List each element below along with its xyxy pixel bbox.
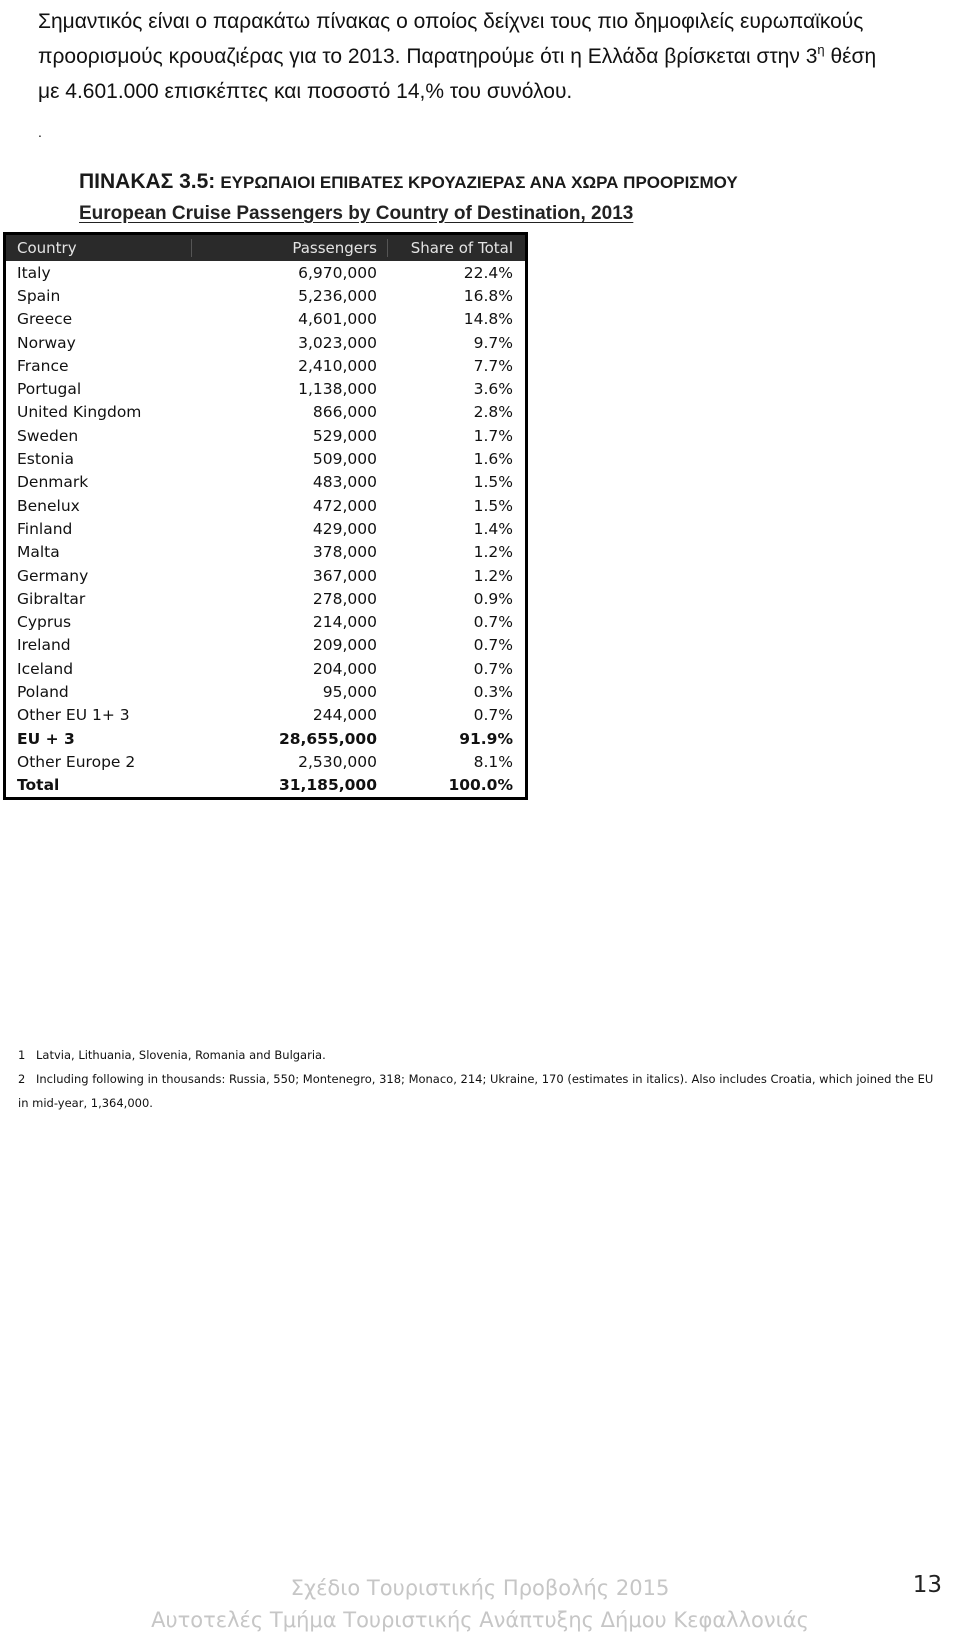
cell-share: 0.7% xyxy=(473,613,513,632)
cell-passengers: 866,000 xyxy=(312,403,377,422)
cell-passengers: 31,185,000 xyxy=(278,776,377,795)
intro-line-3: με 4.601.000 επισκέπτες και ποσοστό 14,% του συνόλου. xyxy=(38,80,573,103)
footnotes xyxy=(18,1043,943,1115)
table-header-row xyxy=(6,235,525,261)
cell-passengers: 509,000 xyxy=(312,450,377,469)
cell-passengers: 529,000 xyxy=(312,426,377,445)
cell-passengers: 378,000 xyxy=(312,543,377,562)
table-row xyxy=(6,727,525,750)
intro-line-2-text: προορισμούς κρουαζιέρας για το 2013. Παρατηρούμε ότι η Ελλάδα βρίσκεται στην 3 xyxy=(38,45,818,68)
cell-share: 14.8% xyxy=(463,310,513,329)
table-title xyxy=(79,170,738,194)
cell-passengers: 1,138,000 xyxy=(298,380,377,399)
header-share: Share of Total xyxy=(387,239,525,257)
cell-country: Germany xyxy=(17,566,89,585)
cell-share: 0.3% xyxy=(473,682,513,701)
page-footer xyxy=(0,1572,960,1636)
table-row xyxy=(6,401,525,424)
cell-passengers: 483,000 xyxy=(312,473,377,492)
cell-share: 91.9% xyxy=(459,729,513,748)
page-number: 13 xyxy=(912,1572,942,1598)
cell-passengers: 2,410,000 xyxy=(298,356,377,375)
footnote-1 xyxy=(18,1043,943,1067)
cell-share: 0.7% xyxy=(473,659,513,678)
table-row xyxy=(6,564,525,587)
cell-share: 1.6% xyxy=(473,450,513,469)
cell-country: Finland xyxy=(17,519,73,538)
cell-country: Total xyxy=(17,776,60,795)
intro-line-1: Σημαντικός είναι ο παρακάτω πίνακας ο οποίος δείχνει τους πιο δημοφιλείς ευρωπαϊκούς xyxy=(38,10,864,33)
cell-country: Malta xyxy=(17,543,60,562)
cell-country: Cyprus xyxy=(17,613,72,632)
table-row xyxy=(6,657,525,680)
cell-country: Norway xyxy=(17,333,76,352)
cell-passengers: 5,236,000 xyxy=(298,286,377,305)
stray-dot: . xyxy=(38,124,42,140)
footnote-number: 2 xyxy=(18,1072,26,1086)
intro-line-2-end: θέση xyxy=(824,45,877,68)
cell-share: 1.5% xyxy=(473,496,513,515)
cell-share: 16.8% xyxy=(463,286,513,305)
table-row xyxy=(6,471,525,494)
cell-country: Iceland xyxy=(17,659,74,678)
table-row xyxy=(6,261,525,284)
cell-share: 7.7% xyxy=(473,356,513,375)
cell-share: 1.2% xyxy=(473,543,513,562)
footer-line-1: Σχέδιο Τουριστικής Προβολής 2015 xyxy=(290,1576,670,1600)
cell-country: Estonia xyxy=(17,450,75,469)
cell-country: Portugal xyxy=(17,380,82,399)
table-row xyxy=(6,680,525,703)
cell-country: Poland xyxy=(17,682,69,701)
cell-passengers: 95,000 xyxy=(322,682,377,701)
table-row xyxy=(6,750,525,773)
footnote-text: Latvia, Lithuania, Slovenia, Romania and Bulgaria. xyxy=(36,1048,326,1062)
cell-share: 9.7% xyxy=(473,333,513,352)
cell-share: 100.0% xyxy=(448,776,513,795)
cell-passengers: 472,000 xyxy=(312,496,377,515)
table-title-greek: ΕΥΡΩΠΑΙΟΙ ΕΠΙΒΑΤΕΣ ΚΡΟΥΑΖΙΕΡΑΣ ΑΝΑ ΧΩΡΑ ΠΡΟΟΡΙΣΜΟΥ xyxy=(220,173,738,192)
footnote-text: Including following in thousands: Russia, 550; Montenegro, 318; Monaco, 214; Ukraine, 170 (estimates in italics). Also includes Croatia, which joined the EU in mid-year, 1,364,000. xyxy=(18,1072,934,1110)
cell-country: Other EU 1+ 3 xyxy=(17,706,130,725)
header-country: Country xyxy=(17,239,77,257)
cell-passengers: 204,000 xyxy=(312,659,377,678)
cell-passengers: 367,000 xyxy=(312,566,377,585)
cell-share: 8.1% xyxy=(473,752,513,771)
table-row xyxy=(6,610,525,633)
table-row xyxy=(6,331,525,354)
cell-share: 1.7% xyxy=(473,426,513,445)
cell-country: Greece xyxy=(17,310,73,329)
cell-passengers: 278,000 xyxy=(312,589,377,608)
cell-country: Ireland xyxy=(17,636,71,655)
footnote-2 xyxy=(18,1067,943,1115)
table-title-label: ΠΙΝΑΚΑΣ 3.5: xyxy=(79,170,216,193)
table-row xyxy=(6,517,525,540)
cell-share: 22.4% xyxy=(463,263,513,282)
table-row xyxy=(6,494,525,517)
table-row xyxy=(6,354,525,377)
cell-country: United Kingdom xyxy=(17,403,142,422)
cell-share: 0.7% xyxy=(473,706,513,725)
cell-country: Italy xyxy=(17,263,51,282)
cell-country: EU + 3 xyxy=(17,729,75,748)
table-body xyxy=(6,261,525,797)
cell-country: Denmark xyxy=(17,473,89,492)
cell-passengers: 209,000 xyxy=(312,636,377,655)
table-subtitle: European Cruise Passengers by Country of Destination, 2013 xyxy=(79,203,634,224)
cell-share: 2.8% xyxy=(473,403,513,422)
header-passengers: Passengers xyxy=(191,239,387,257)
cell-passengers: 429,000 xyxy=(312,519,377,538)
cell-country: Spain xyxy=(17,286,61,305)
footer-line-2: Αυτοτελές Τμήμα Τουριστικής Ανάπτυξης Δήμου Κεφαλλονιάς xyxy=(151,1608,809,1632)
cell-passengers: 2,530,000 xyxy=(298,752,377,771)
cell-share: 3.6% xyxy=(473,380,513,399)
footnote-number: 1 xyxy=(18,1048,26,1062)
cell-passengers: 214,000 xyxy=(312,613,377,632)
table-row xyxy=(6,704,525,727)
intro-line-2 xyxy=(38,39,938,74)
table-row xyxy=(6,634,525,657)
cell-country: Other Europe 2 xyxy=(17,752,136,771)
cell-passengers: 244,000 xyxy=(312,706,377,725)
table-row xyxy=(6,541,525,564)
intro-superscript: η xyxy=(817,42,825,57)
cell-share: 0.9% xyxy=(473,589,513,608)
table-row xyxy=(6,587,525,610)
passengers-table xyxy=(3,232,528,800)
cell-passengers: 6,970,000 xyxy=(298,263,377,282)
table-row xyxy=(6,377,525,400)
cell-passengers: 28,655,000 xyxy=(278,729,377,748)
table-row xyxy=(6,447,525,470)
table-row xyxy=(6,424,525,447)
cell-share: 1.2% xyxy=(473,566,513,585)
cell-share: 0.7% xyxy=(473,636,513,655)
intro-paragraph xyxy=(38,4,938,109)
cell-country: Sweden xyxy=(17,426,79,445)
cell-passengers: 4,601,000 xyxy=(298,310,377,329)
cell-share: 1.4% xyxy=(473,519,513,538)
cell-share: 1.5% xyxy=(473,473,513,492)
cell-country: France xyxy=(17,356,69,375)
table-row xyxy=(6,308,525,331)
table-row xyxy=(6,284,525,307)
table-row xyxy=(6,774,525,797)
cell-passengers: 3,023,000 xyxy=(298,333,377,352)
cell-country: Benelux xyxy=(17,496,80,515)
cell-country: Gibraltar xyxy=(17,589,86,608)
